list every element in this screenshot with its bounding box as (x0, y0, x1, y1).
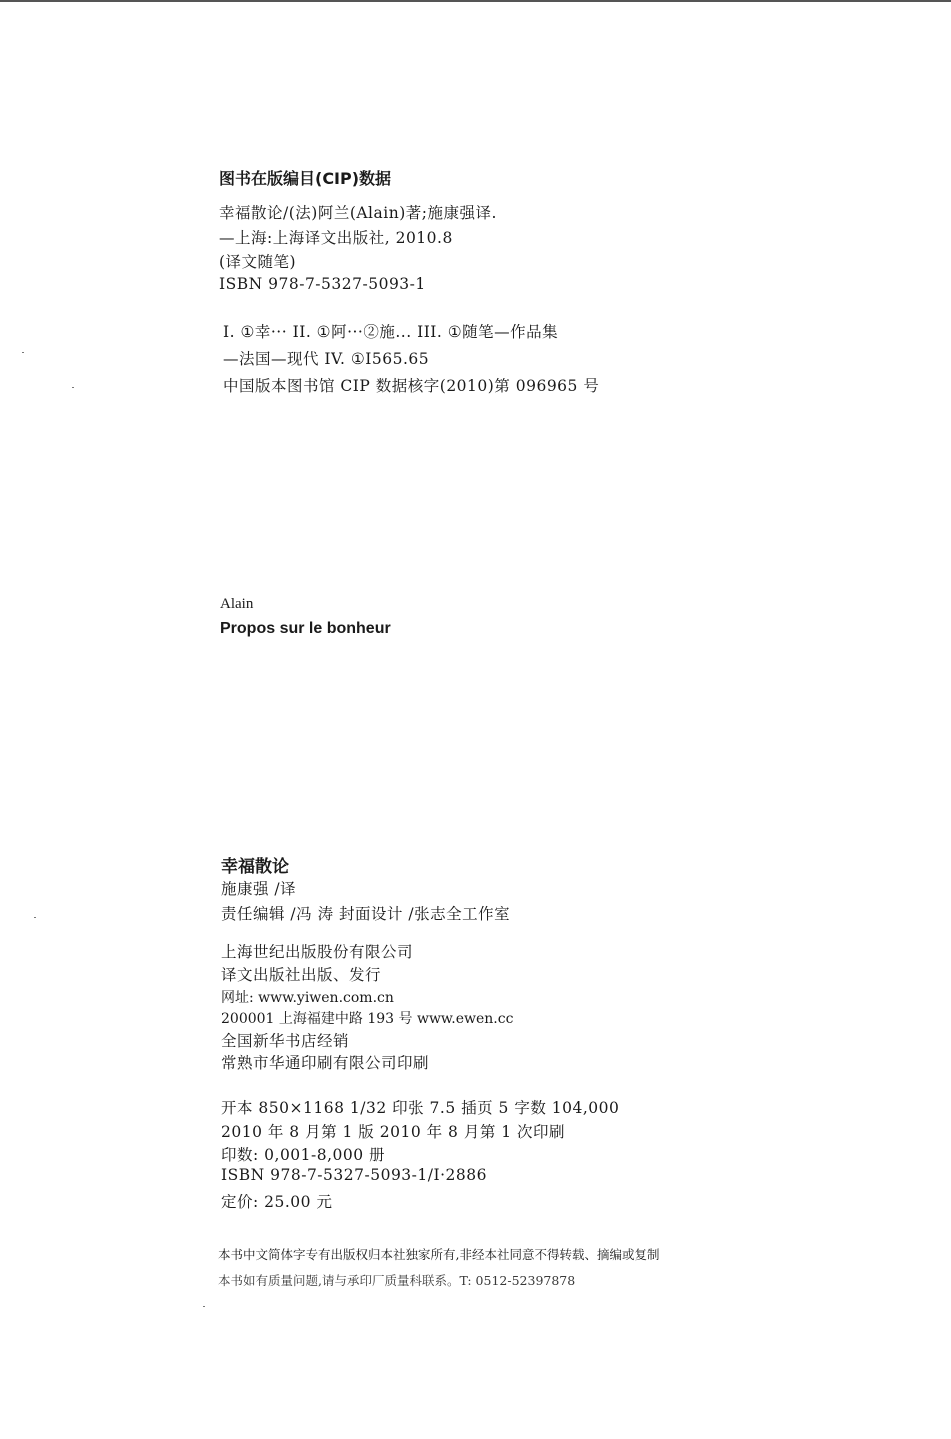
editors: 责任编辑 /冯 涛 封面设计 /张志全工作室 (221, 905, 511, 923)
cip-isbn: ISBN 978-7-5327-5093-1 (219, 275, 426, 293)
cip-line: —上海:上海译文出版社, 2010.8 (219, 229, 453, 247)
scan-speck (72, 387, 74, 388)
top-border-rule (0, 0, 951, 2)
scan-speck (34, 917, 36, 918)
cip-classification: I. ①幸··· II. ①阿···②施... III. ①随笔—作品集 (223, 323, 559, 341)
quality-notice: 本书如有质量问题,请与承印厂质量科联系。T: 0512-52397878 (218, 1273, 576, 1288)
spec-isbn: ISBN 978-7-5327-5093-1/I·2886 (221, 1166, 487, 1184)
cip-line: 幸福散论/(法)阿兰(Alain)著;施康强译. (219, 204, 497, 222)
spec-edition: 2010 年 8 月第 1 版 2010 年 8 月第 1 次印刷 (221, 1123, 566, 1141)
translator: 施康强 /译 (221, 880, 297, 898)
publisher-line: 译文出版社出版、发行 (221, 966, 382, 984)
printer-line: 常熟市华通印刷有限公司印刷 (221, 1054, 430, 1072)
cip-classification: —法国—现代 IV. ①I565.65 (223, 350, 430, 368)
book-title: 幸福散论 (221, 857, 289, 877)
copyright-notice: 本书中文简体字专有出版权归本社独家所有,非经本社同意不得转载、摘编或复制 (218, 1247, 660, 1262)
publisher-line: 全国新华书店经销 (221, 1032, 350, 1050)
cip-line: (译文随笔) (219, 253, 297, 271)
cip-heading: 图书在版编目(CIP)数据 (219, 169, 392, 188)
original-title: Propos sur le bonheur (220, 620, 391, 637)
publisher-line: 上海世纪出版股份有限公司 (221, 943, 414, 961)
scan-speck (22, 352, 24, 353)
spec-format: 开本 850×1168 1/32 印张 7.5 插页 5 字数 104,000 (221, 1099, 620, 1117)
scan-speck (203, 1306, 205, 1307)
spec-price: 定价: 25.00 元 (221, 1193, 333, 1211)
spec-print-run: 印数: 0,001-8,000 册 (221, 1146, 386, 1164)
publisher-website: 网址: www.yiwen.com.cn (221, 990, 394, 1006)
original-author: Alain (220, 596, 254, 612)
publisher-address: 200001 上海福建中路 193 号 www.ewen.cc (221, 1011, 514, 1027)
cip-approval-number: 中国版本图书馆 CIP 数据核字(2010)第 096965 号 (223, 377, 600, 395)
